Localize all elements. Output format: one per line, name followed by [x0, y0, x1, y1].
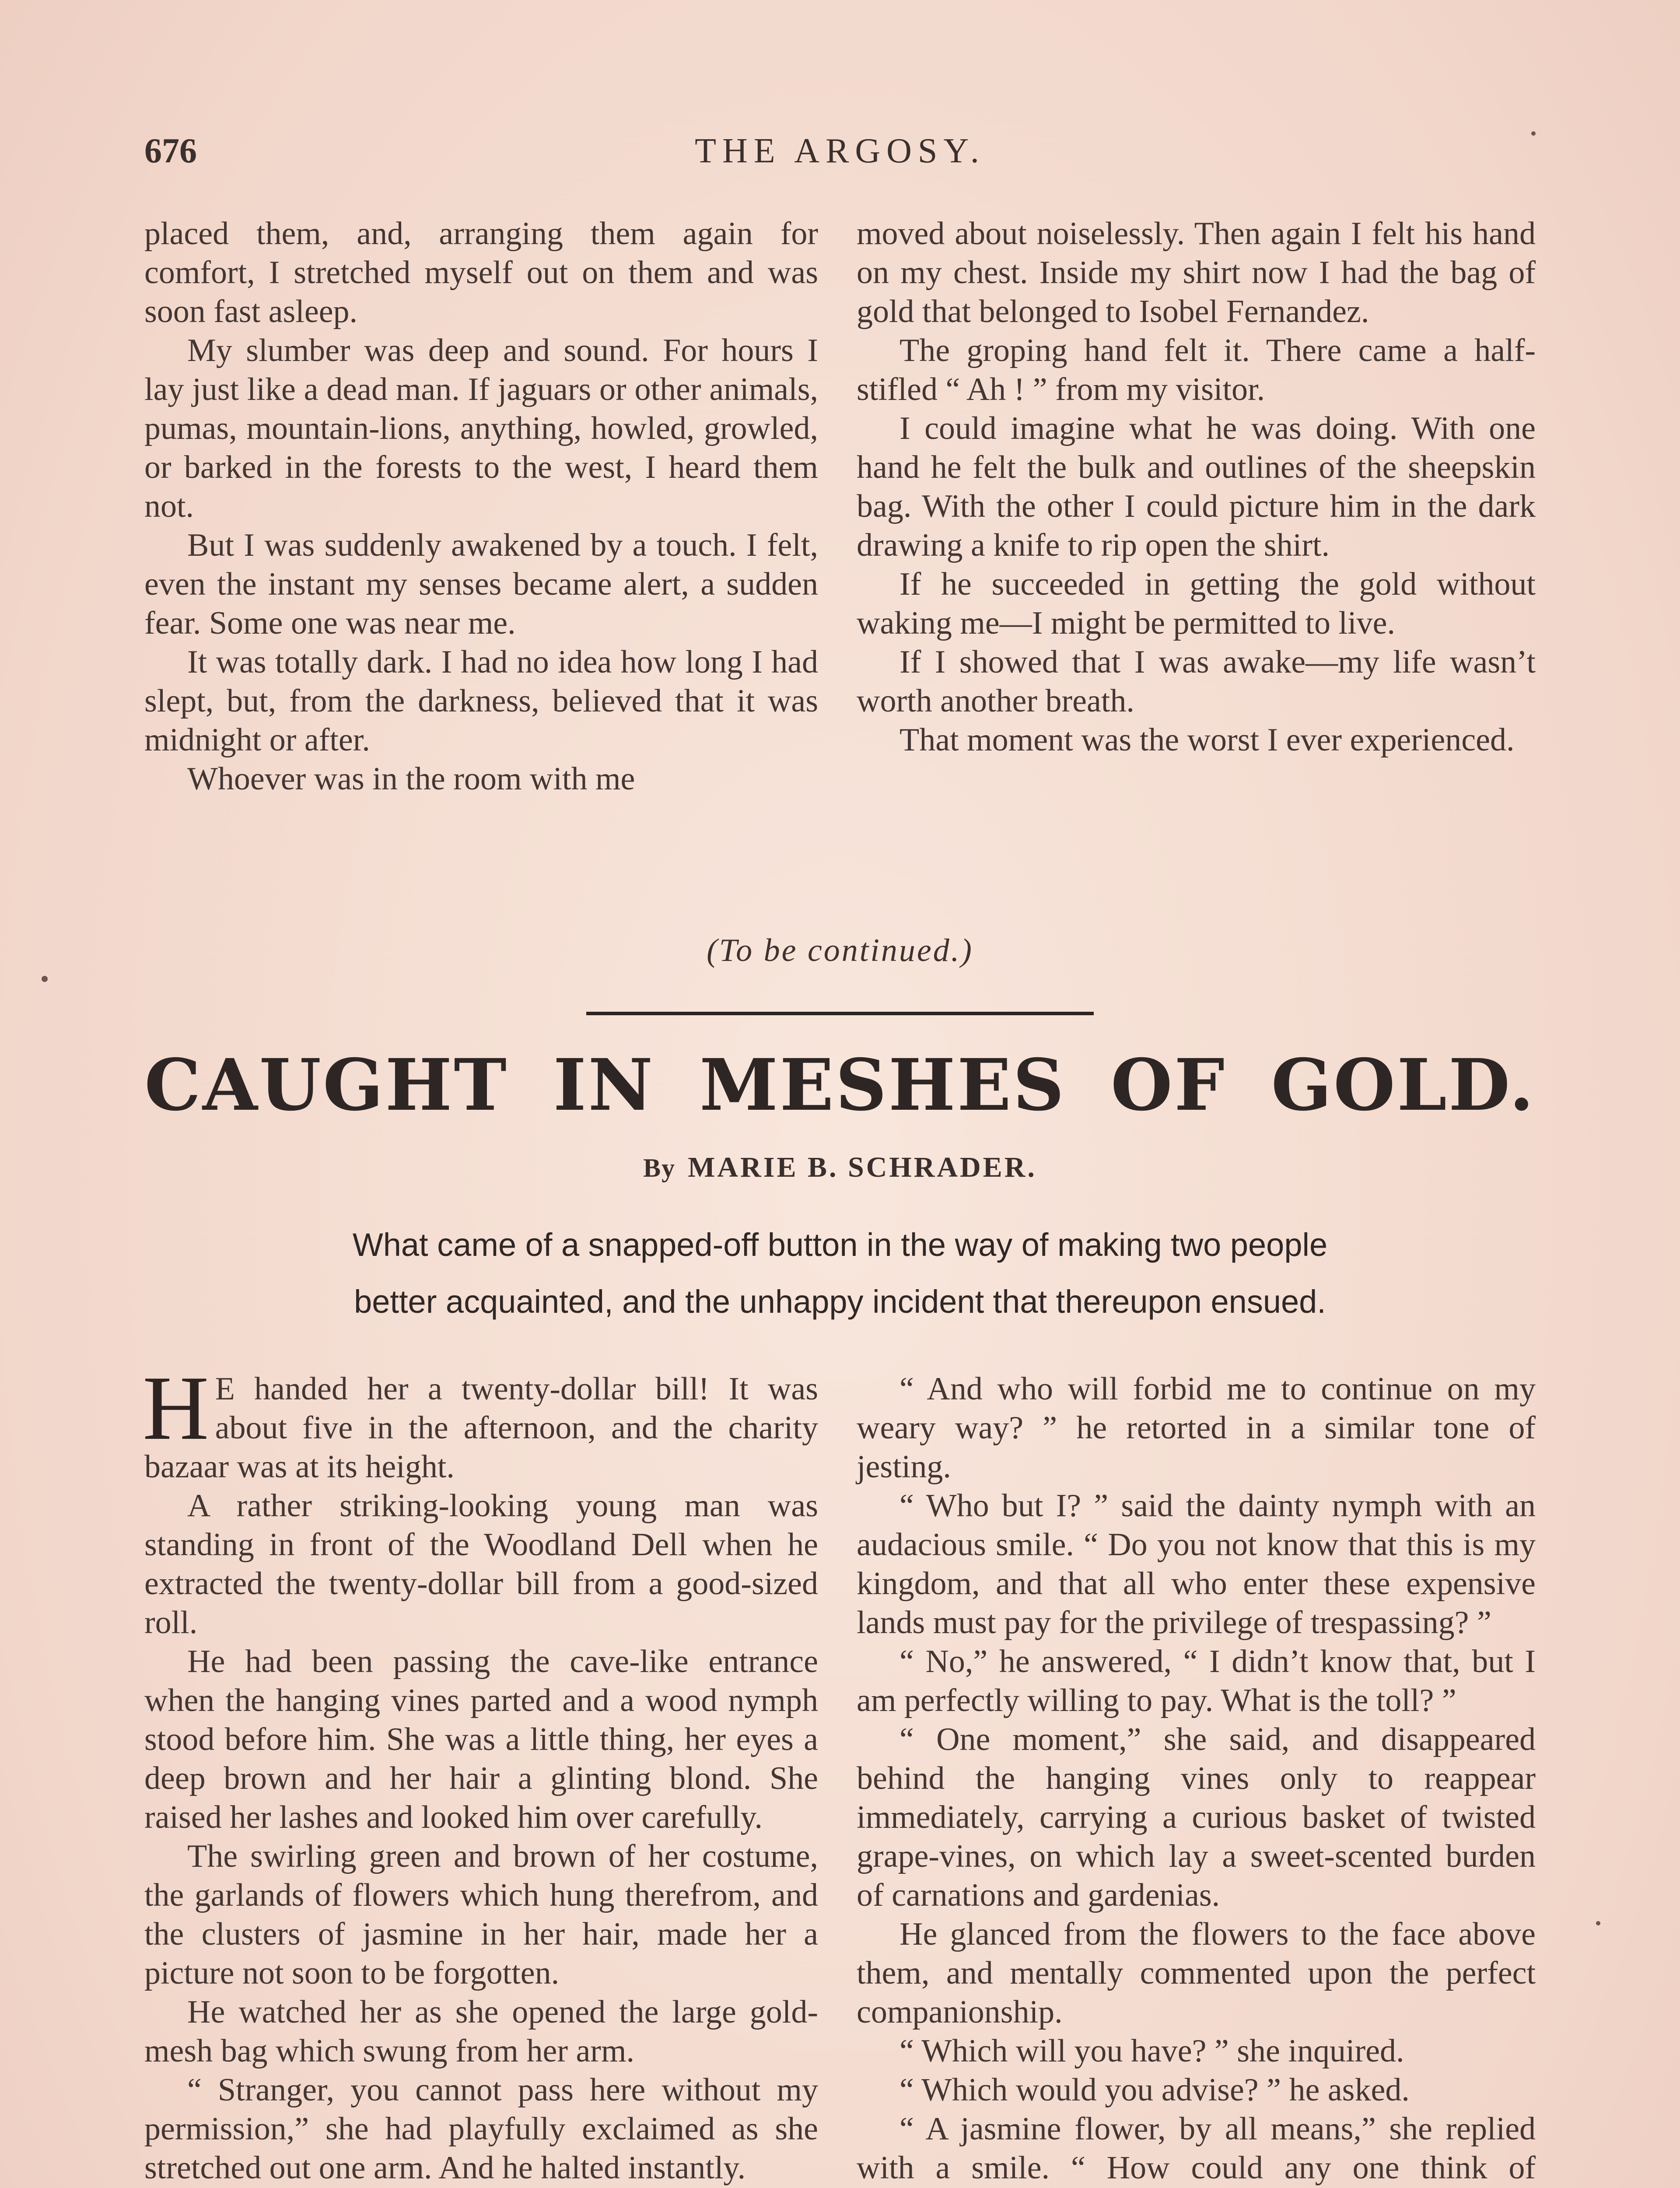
page-header	[144, 131, 1536, 179]
byline-by: By	[643, 1154, 676, 1182]
paper-speck	[1596, 1921, 1600, 1925]
paragraph: That moment was the worst I ever experienced.	[900, 722, 1515, 758]
blurb-line: better acquainted, and the unhappy incident that thereupon ensued.	[354, 1283, 1326, 1320]
paragraph: “ And who will forbid me to continue on my weary way? ” he retorted in a similar tone of jesting.	[857, 1371, 1536, 1485]
paragraph: I could imagine what he was doing. With one hand he felt the bulk and outlines of the sheepskin bag. With the other I could picture him in the dark drawing a knife to rip open the shirt.	[857, 410, 1536, 563]
paragraph: He watched her as she opened the large gold-mesh bag which swung from her arm.	[144, 1994, 818, 2069]
paragraph: A rather striking-looking young man was standing in front of the Woodland Dell when he extracted the twenty-dollar bill from a good-sized roll.	[144, 1488, 818, 1641]
paragraph: “ No,” he answered, “ I didn’t know that, but I am perfectly willing to pay. What is the toll? ”	[857, 1644, 1536, 1718]
paragraph: If he succeeded in getting the gold without waking me—I might be permitted to live.	[857, 566, 1536, 641]
paragraph: “ Who but I? ” said the dainty nymph with an audacious smile. “ Do you not know that this is my kingdom, and that all who enter these expensive lands must pay for the privilege of trespassing? ”	[857, 1488, 1536, 1641]
paragraph: “ Which will you have? ” she inquired.	[900, 2033, 1404, 2069]
to-be-continued: (To be continued.)	[707, 933, 973, 968]
paragraph: If I showed that I was awake—my life wasn’t worth another breath.	[857, 644, 1536, 719]
paragraph: “ Stranger, you cannot pass here without my permission,” she had playfully exclaimed as she stretched out one arm. And he halted instantly.	[144, 2072, 818, 2186]
drop-cap: H	[143, 1357, 209, 1459]
section-divider	[586, 1012, 1094, 1015]
paragraph: The swirling green and brown of her costume, the garlands of flowers which hung therefrom, and the clusters of jasmine in her hair, made her a picture not soon to be forgotten.	[144, 1838, 818, 1991]
prev-story-column-right	[857, 214, 1536, 760]
paper-speck	[1531, 131, 1536, 136]
story-blurb	[245, 1217, 1435, 1330]
paragraph: “ Which would you advise? ” he asked.	[900, 2072, 1410, 2108]
paragraph: He glanced from the flowers to the face above them, and mentally commented upon the perfect companionship.	[857, 1916, 1536, 2030]
byline	[144, 1151, 1536, 1184]
story-column-right	[857, 1370, 1536, 2188]
paragraph: My slumber was deep and sound. For hours I lay just like a dead man. If jaguars or other animals, pumas, mountain-lions, anything, howled, growled, or barked in the forests to the west, I heard them not.	[144, 333, 818, 524]
running-head: THE ARGOSY.	[695, 132, 985, 170]
author-name: MARIE B. SCHRADER.	[688, 1151, 1037, 1183]
page-number: 676	[144, 132, 197, 170]
paragraph: moved about noiselessly. Then again I felt his hand on my chest. Inside my shirt now I had the bag of gold that belonged to Isobel Fernandez.	[857, 216, 1536, 330]
paragraph: The groping hand felt it. There came a half-stifled “ Ah ! ” from my visitor.	[857, 333, 1536, 407]
story-title: CAUGHT IN MESHES OF GOLD.	[144, 1044, 1536, 1127]
paragraph: “ One moment,” she said, and disappeared behind the hanging vines only to reappear immediately, carrying a curious basket of twisted grape-vines, on which lay a sweet-scented burden of carnations and gardenias.	[857, 1722, 1536, 1913]
opening-text: E handed her a twenty-dollar bill! It was about five in the afternoon, and the charity bazaar was at its height.	[144, 1371, 818, 1485]
paragraph: placed them, and, arranging them again for comfort, I stretched myself out on them and was soon fast asleep.	[144, 216, 818, 330]
paragraph: But I was suddenly awakened by a touch. I felt, even the instant my senses became alert, a sudden fear. Some one was near me.	[144, 527, 818, 641]
blurb-line: What came of a snapped-off button in the way of making two people	[352, 1227, 1328, 1263]
paragraph: It was totally dark. I had no idea how long I had slept, but, from the darkness, believed that it was midnight or after.	[144, 644, 818, 758]
paragraph: “ A jasmine flower, by all means,” she replied with a smile. “ How could any one think of	[857, 2111, 1536, 2186]
story-column-left	[143, 1357, 818, 2188]
paper-speck	[42, 976, 48, 982]
paragraph: He had been passing the cave-like entrance when the hanging vines parted and a wood nymph stood before him. She was a little thing, her eyes a deep brown and her hair a glinting blond. She raised her lashes and looked him over carefully.	[144, 1644, 818, 1835]
opening-paragraph	[143, 1357, 818, 1487]
paragraph: Whoever was in the room with me	[187, 761, 635, 797]
prev-story-column-left	[144, 214, 818, 799]
